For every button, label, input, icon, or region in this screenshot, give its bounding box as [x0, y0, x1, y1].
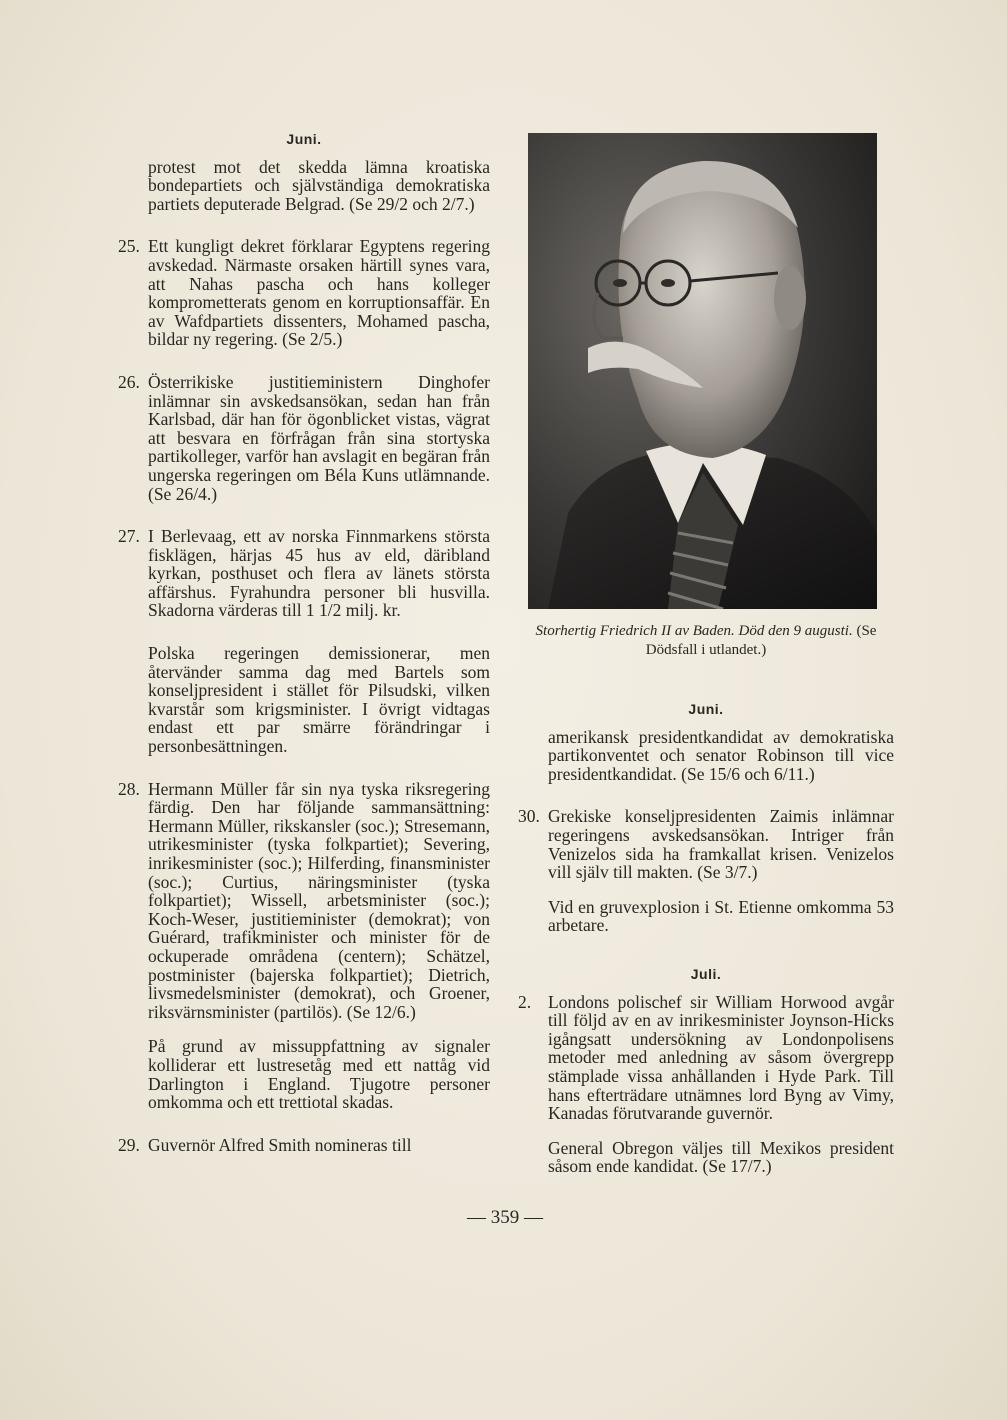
- portrait-illustration: [528, 133, 877, 609]
- page-number: — 359 —: [467, 1207, 543, 1228]
- entry-text: I Berlevaag, ett av norska Finnmarkens största fisklägen, härjas 45 hus av eld, däribland kyrkan, posthuset och flera av länets största affärshus. Fyrahundra personer bli husvilla. Skadorna värderas till 1 1/2 milj. kr.: [148, 526, 490, 621]
- entry-text: Londons polischef sir William Horwood avgår till följd av en av inrikesminister Joynson-Hicks igångsatt undersökning av Londonpolisens metoder med anledning av såsom övergrepp stämplade vissa anhållanden i Hyde Park. Till hans efterträdare utnämnes lord Byng av Vimy, Kanadas förutvarande guvernör.: [548, 991, 894, 1124]
- entry-text: Guvernör Alfred Smith nomineras till: [148, 1134, 412, 1155]
- entry-28-b: [118, 1037, 490, 1111]
- entry-date: 30.: [518, 806, 540, 827]
- entry-text: Hermann Müller får sin nya tyska riksregering färdig. Den har följande sammansättning: Hermann Müller, rikskansler (soc.); Stresemann, utrikesminister (tyska folkpartiet); Severing, inrikesminister (soc.); Hilferding, finansminister (soc.); Curtius, näringsminister (tyska folkpartiet); Wissell, arbetsminister (soc.); Koch-Weser, justitieminister (demokrat); von Guérard, trafikminister och minister för de ockuperade områdena (centern); Schätzel, postminister (bajerska folkpartiet); Dietrich, livsmedelsminister (demokrat), och Groener, riksvärnsminister (partilös). (Se 12/6.): [148, 778, 490, 1022]
- portrait-photo: [528, 133, 877, 609]
- entry-text: Ett kungligt dekret förklarar Egyptens regering avskedad. Närmaste orsaken härtill synes vara, att Nahas pascha och hans kolleger komprometterats genom en korruptionsaffär. En av Wafdpartiets dissenters, Mohamed pascha, bildar ny regering. (Se 2/5.): [148, 236, 490, 350]
- left-column: [118, 130, 490, 1154]
- entry-date: 26.: [118, 371, 140, 392]
- entry-29: [118, 1136, 490, 1155]
- caption-reference: (Se Dödsfall i utlandet.): [645, 623, 877, 658]
- right-column: [518, 700, 894, 1176]
- entry-text: Österrikiske justitieministern Dinghofer inlämnar sin avskedsansökan, sedan han från Karlsbad, där han för ögonblicket vistas, vägrat att besvara en förfrågan från sina stortyska partikolleger, varför han avslagit en begäran från ungerska regeringen om Béla Kuns utlämnande. (Se 26/4.): [148, 371, 490, 504]
- entry-date: 2.: [518, 991, 532, 1012]
- entry-juli-2: [518, 993, 894, 1123]
- section-heading-juli: Juli.: [690, 965, 722, 982]
- caption-main: Storhertig Friedrich II av Baden. Död den 9 augusti.: [535, 623, 853, 639]
- entry-27: [118, 527, 490, 620]
- entry-30: [518, 807, 894, 881]
- entry-text: General Obregon väljes till Mexikos president såsom ende kandidat. (Se 17/7.): [548, 1137, 894, 1177]
- entry-date: 27.: [118, 526, 140, 547]
- entry-26: [118, 373, 490, 503]
- entry-28: [118, 780, 490, 1022]
- entry-text: Polska regeringen demissionerar, men återvänder samma dag med Bartels som konseljpresident i stället för Pilsudski, vilken kvarstår som krigsminister. I övrigt vidtagas endast ett par smärre förändringar i personbesättningen.: [148, 643, 490, 757]
- entry-date: 25.: [118, 236, 140, 257]
- entry-text: Vid en gruvexplosion i St. Etienne omkomma 53 arbetare.: [548, 896, 894, 936]
- entry-text: Grekiske konseljpresidenten Zaimis inlämnar regeringens avskedsansökan. Intriger från Venizelos sida ha framkallat krisen. Venizelos vill själv till makten. (Se 3/7.): [548, 806, 894, 883]
- entry-juli-2-b: [518, 1139, 894, 1176]
- photo-caption: [528, 622, 884, 660]
- entry-25: [118, 237, 490, 349]
- section-heading-juni-2: Juni.: [688, 701, 724, 717]
- entry-27-b: [118, 644, 490, 756]
- entry-text: På grund av missuppfattning av signaler kolliderar ett lustresetåg med ett nattåg vid Darlington i England. Tjugotre personer omkomma och ett trettiotal skadas.: [148, 1036, 490, 1113]
- intro-paragraph: protest mot det skedda lämna kroatiska bondepartiets och självständiga demokratiska partiets deputerade Belgrad. (Se 29/2 och 2/7.): [148, 156, 490, 214]
- section-heading-juni: Juni.: [286, 131, 322, 147]
- entry-30-b: [518, 898, 894, 935]
- entry-date: 29.: [118, 1134, 140, 1155]
- right-intro-paragraph: amerikansk presidentkandidat av demokratiska partikonventet och senator Robinson till vice presidentkandidat. (Se 15/6 och 6/11.): [548, 726, 894, 784]
- entry-date: 28.: [118, 778, 140, 799]
